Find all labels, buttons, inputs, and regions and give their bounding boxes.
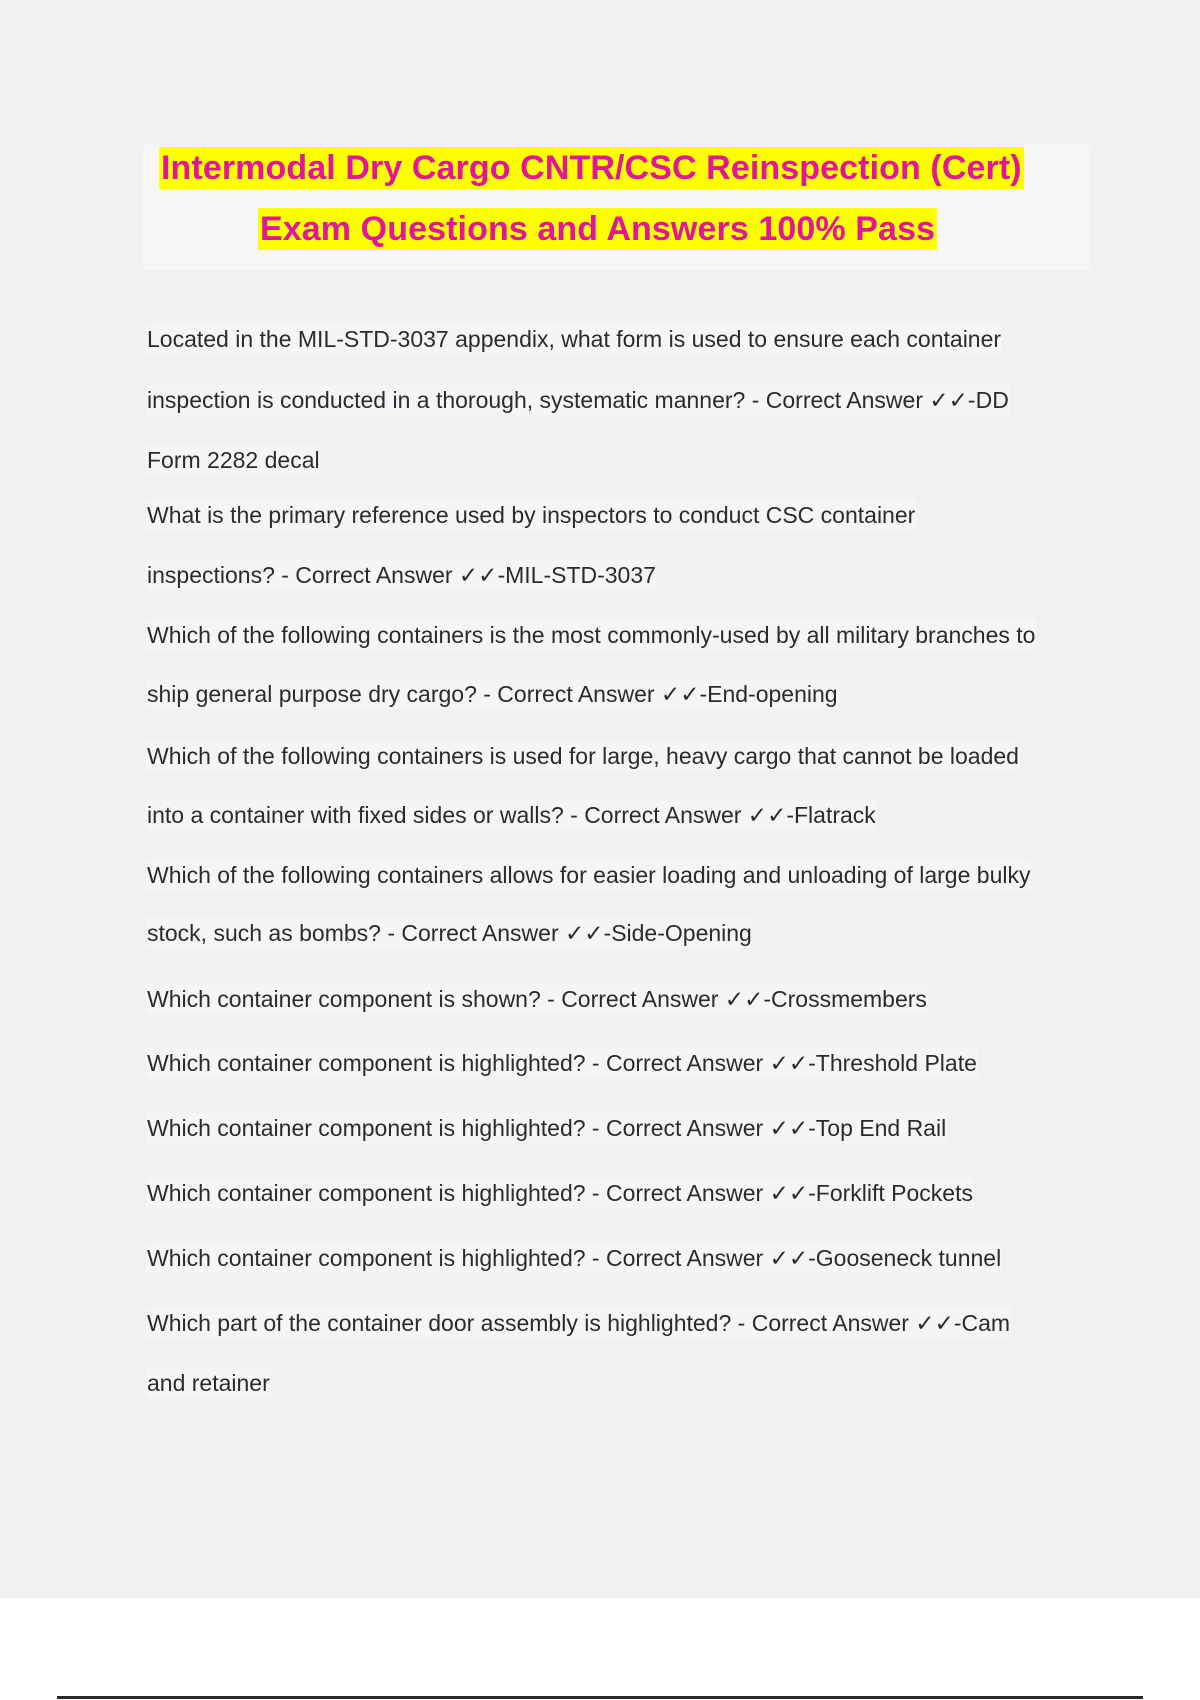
- qa-answer-line: into a container with fixed sides or walls? - Correct Answer ✓✓-Flatrack: [147, 802, 876, 828]
- qa-answer-line: inspections? - Correct Answer ✓✓-MIL-STD-3037: [147, 562, 656, 588]
- qa-answer-line: stock, such as bombs? - Correct Answer ✓✓-Side-Opening: [147, 920, 752, 946]
- qa-answer-line: ship general purpose dry cargo? - Correct Answer ✓✓-End-opening: [147, 681, 838, 707]
- qa-question-line: Which of the following containers is used for large, heavy cargo that cannot be loaded: [147, 743, 1019, 769]
- qa-question-line: Which of the following containers allows for easier loading and unloading of large bulky: [147, 862, 1031, 888]
- footer-divider: [57, 1696, 1143, 1699]
- qa-question-line: Located in the MIL-STD-3037 appendix, what form is used to ensure each container: [147, 326, 1002, 352]
- qa-line: Which container component is highlighted? - Correct Answer ✓✓-Forklift Pockets: [147, 1180, 973, 1206]
- qa-line: Which container component is shown? - Correct Answer ✓✓-Crossmembers: [147, 986, 927, 1012]
- qa-question-line: What is the primary reference used by inspectors to conduct CSC container: [147, 502, 916, 528]
- qa-question-line: inspection is conducted in a thorough, systematic manner? - Correct Answer ✓✓-DD: [147, 387, 1009, 413]
- qa-answer-line: Form 2282 decal: [147, 447, 320, 473]
- qa-answer-line: and retainer: [147, 1370, 270, 1396]
- qa-line: Which container component is highlighted? - Correct Answer ✓✓-Threshold Plate: [147, 1050, 977, 1076]
- qa-question-line: Which part of the container door assembly is highlighted? - Correct Answer ✓✓-Cam: [147, 1310, 1011, 1336]
- qa-line: Which container component is highlighted? - Correct Answer ✓✓-Top End Rail: [147, 1115, 947, 1141]
- title-line-1: Intermodal Dry Cargo CNTR/CSC Reinspection (Cert): [161, 149, 1022, 187]
- qa-question-line: Which of the following containers is the most commonly-used by all military branches to: [147, 622, 1036, 648]
- title-line-2: Exam Questions and Answers 100% Pass: [260, 210, 936, 248]
- qa-line: Which container component is highlighted? - Correct Answer ✓✓-Gooseneck tunnel: [147, 1245, 1002, 1271]
- document-title: [143, 145, 1091, 270]
